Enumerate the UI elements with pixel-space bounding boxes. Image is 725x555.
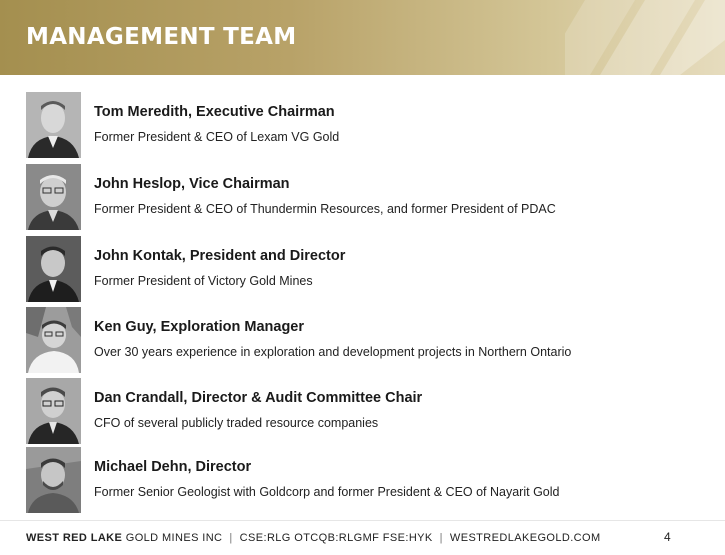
member-photo bbox=[26, 164, 81, 230]
header-banner bbox=[0, 0, 725, 75]
member-name: Ken Guy, Exploration Manager bbox=[94, 319, 305, 335]
footer-brand-rest: GOLD MINES INC bbox=[125, 532, 223, 544]
footer-brand-bold: WEST RED LAKE bbox=[26, 532, 123, 544]
member-photo bbox=[26, 447, 81, 513]
team-member-5 bbox=[26, 378, 706, 444]
member-photo bbox=[26, 378, 81, 444]
footer-separator: | bbox=[439, 532, 443, 544]
member-name: John Kontak, President and Director bbox=[94, 248, 346, 264]
member-photo bbox=[26, 236, 81, 302]
team-member-2 bbox=[26, 164, 706, 230]
member-photo bbox=[26, 307, 81, 373]
team-member-1 bbox=[26, 92, 706, 158]
footer-divider bbox=[0, 520, 725, 521]
footer-ticker-otcqb: OTCQB:RLGMF bbox=[294, 532, 380, 544]
page-title: MANAGEMENT TEAM bbox=[26, 24, 297, 50]
member-photo bbox=[26, 92, 81, 158]
team-member-6 bbox=[26, 447, 706, 513]
member-name: Dan Crandall, Director & Audit Committee Chair bbox=[94, 390, 423, 406]
member-description: Former President & CEO of Thundermin Resources, and former President of PDAC bbox=[94, 202, 556, 216]
chevron-logo-decoration bbox=[565, 0, 725, 75]
member-description: Former President of Victory Gold Mines bbox=[94, 274, 313, 288]
member-name: Michael Dehn, Director bbox=[94, 459, 252, 475]
member-name: John Heslop, Vice Chairman bbox=[94, 176, 290, 192]
footer bbox=[26, 532, 601, 544]
page-number: 4 bbox=[664, 530, 671, 544]
member-name: Tom Meredith, Executive Chairman bbox=[94, 104, 335, 120]
team-member-3 bbox=[26, 236, 706, 302]
member-description: Over 30 years experience in exploration and development projects in Northern Ontario bbox=[94, 345, 572, 359]
footer-ticker-fse: FSE:HYK bbox=[382, 532, 433, 544]
footer-separator: | bbox=[229, 532, 233, 544]
team-member-4 bbox=[26, 307, 706, 373]
footer-ticker-cse: CSE:RLG bbox=[239, 532, 291, 544]
member-description: Former President & CEO of Lexam VG Gold bbox=[94, 130, 340, 144]
footer-website: WESTREDLAKEGOLD.COM bbox=[449, 532, 601, 544]
member-description: Former Senior Geologist with Goldcorp and former President & CEO of Nayarit Gold bbox=[94, 485, 560, 499]
member-description: CFO of several publicly traded resource companies bbox=[94, 416, 379, 430]
